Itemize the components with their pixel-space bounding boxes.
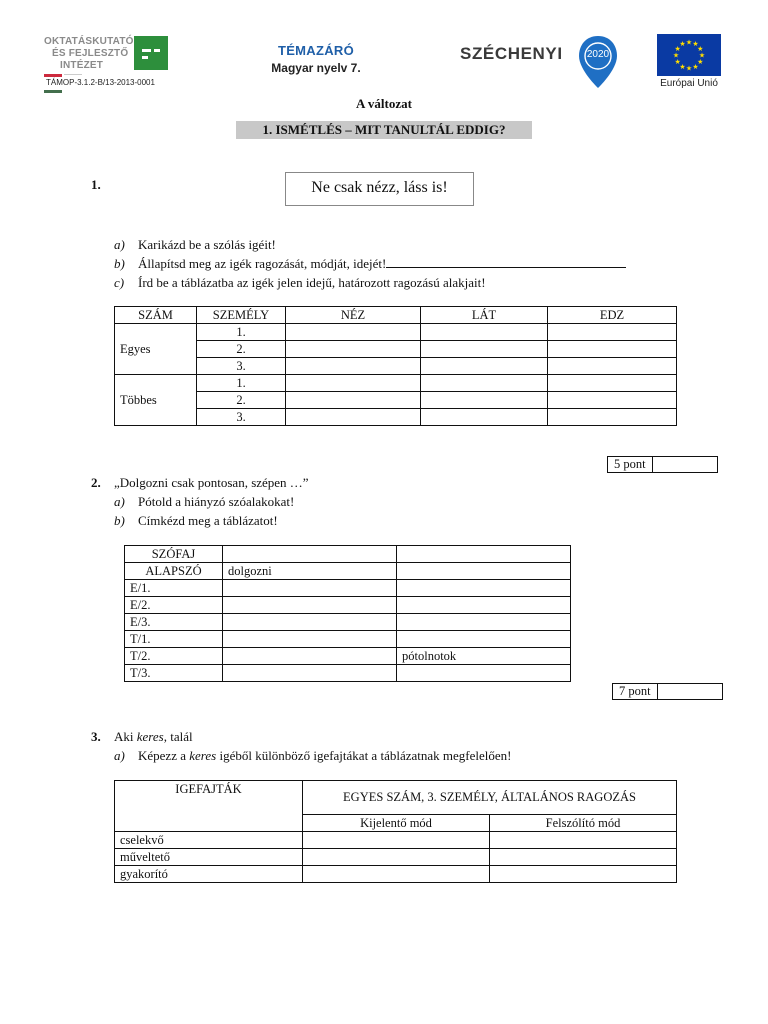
szechenyi-2020-logo: [458, 34, 624, 90]
person-cell: 2.: [197, 341, 286, 358]
answer-cell[interactable]: [286, 358, 421, 375]
ofi-line-3: INTÉZET: [60, 60, 104, 71]
answer-cell[interactable]: [548, 358, 677, 375]
eu-star-icon: ★: [679, 40, 686, 49]
answer-cell[interactable]: [490, 832, 677, 849]
title-emphasis: keres: [136, 729, 164, 744]
task-1-score-box: [607, 456, 718, 473]
answer-cell[interactable]: [397, 546, 571, 563]
table-row: [115, 409, 677, 426]
task-3-title: [114, 729, 193, 745]
item-letter: b): [114, 256, 125, 271]
task-2-item-a: [114, 494, 294, 510]
task-2-table: [124, 545, 571, 682]
table-row: [125, 665, 571, 682]
answer-cell[interactable]: [223, 614, 397, 631]
answer-blank-line[interactable]: [386, 256, 626, 268]
eu-flag-icon: [657, 34, 721, 76]
answer-cell[interactable]: [397, 597, 571, 614]
eu-star-icon: ★: [692, 40, 699, 49]
eu-star-icon: ★: [674, 58, 681, 66]
eu-star-icon: ★: [685, 64, 693, 73]
answer-cell[interactable]: [421, 375, 548, 392]
answer-cell[interactable]: [548, 392, 677, 409]
eu-star-icon: ★: [697, 45, 704, 53]
header-cell: EDZ: [548, 307, 677, 324]
group-header-cell: EGYES SZÁM, 3. SZEMÉLY, ÁLTALÁNOS RAGOZÁS: [303, 781, 677, 815]
item-letter: c): [114, 275, 125, 290]
answer-cell[interactable]: [397, 580, 571, 597]
answer-cell[interactable]: [286, 409, 421, 426]
table-row: [125, 563, 571, 580]
answer-cell[interactable]: [223, 665, 397, 682]
answer-cell[interactable]: [421, 409, 548, 426]
header-cell: SZÁM: [115, 307, 197, 324]
answer-cell[interactable]: [286, 324, 421, 341]
task-2-score-box: [612, 683, 723, 700]
table-header-row: [115, 307, 677, 324]
answer-cell[interactable]: [286, 341, 421, 358]
task-3-number: 3.: [91, 729, 101, 744]
eu-star-icon: ★: [674, 45, 681, 53]
answer-cell[interactable]: [548, 375, 677, 392]
szechenyi-wordmark: SZÉCHENYI: [460, 44, 563, 63]
given-word-cell: dolgozni: [223, 563, 397, 580]
answer-cell[interactable]: [303, 849, 490, 866]
score-label: 7 pont: [613, 684, 658, 699]
table-row: [125, 597, 571, 614]
task-2-number: 2.: [91, 475, 101, 490]
answer-cell[interactable]: [286, 375, 421, 392]
task-3-table: [114, 780, 677, 883]
item-letter: a): [114, 494, 125, 509]
item-text: Képezz a: [138, 748, 190, 763]
answer-cell[interactable]: [397, 563, 571, 580]
ofi-line-2: ÉS FEJLESZTŐ: [52, 48, 129, 59]
ofi-logo: [44, 36, 170, 90]
variant-heading: A változat: [356, 96, 412, 111]
header-cell: LÁT: [421, 307, 548, 324]
eu-star-icon: ★: [692, 62, 699, 71]
ofi-line-1: OKTATÁSKUTATÓ: [44, 36, 134, 47]
task-2-item-b: [114, 513, 278, 529]
row-label-cell: E/1.: [125, 580, 223, 597]
eu-star-icon: ★: [685, 38, 693, 47]
table-row: [125, 614, 571, 631]
eu-label: Európai Unió: [660, 78, 718, 89]
row-label-cell: műveltető: [115, 849, 303, 866]
score-label: 5 pont: [608, 457, 653, 472]
table-row: [115, 324, 677, 341]
eu-star-icon: ★: [672, 51, 680, 60]
document-subtitle: Magyar nyelv 7.: [271, 61, 361, 75]
row-label-cell: E/2.: [125, 597, 223, 614]
item-letter: a): [114, 748, 125, 763]
person-cell: 1.: [197, 375, 286, 392]
table-row: [125, 580, 571, 597]
header-cell: IGEFAJTÁK: [115, 781, 303, 832]
table-row: [115, 392, 677, 409]
title-text: Aki: [114, 729, 137, 744]
item-text: Pótold a hiányzó szóalakokat!: [138, 494, 295, 509]
table-row: [115, 341, 677, 358]
answer-cell[interactable]: [421, 324, 548, 341]
answer-cell[interactable]: [303, 832, 490, 849]
task-1-item-b: [114, 256, 626, 272]
answer-cell[interactable]: [286, 392, 421, 409]
given-word-cell: pótolnotok: [397, 648, 571, 665]
row-label-cell: T/2.: [125, 648, 223, 665]
item-text: Címkézd meg a táblázatot!: [138, 513, 278, 528]
map-pin-icon: [576, 34, 620, 90]
person-cell: 1.: [197, 324, 286, 341]
person-cell: 3.: [197, 409, 286, 426]
task-1-item-c: [114, 275, 486, 291]
table-header-row: [115, 781, 677, 815]
sub-header-cell: Felszólító mód: [490, 815, 677, 832]
answer-cell[interactable]: [397, 614, 571, 631]
table-row: [125, 631, 571, 648]
answer-cell[interactable]: [490, 866, 677, 883]
hungarian-flag-stripe-icon: [44, 74, 102, 77]
task-1-number: 1.: [91, 177, 101, 192]
task-1-prompt: Ne csak nézz, láss is!: [285, 172, 474, 206]
answer-cell[interactable]: [303, 866, 490, 883]
answer-cell[interactable]: [223, 597, 397, 614]
task-1-item-a: [114, 237, 276, 253]
row-label-cell: T/1.: [125, 631, 223, 648]
task-2-quote: „Dolgozni csak pontosan, szépen …”: [114, 475, 309, 490]
eu-star-icon: ★: [698, 51, 706, 60]
ofi-green-mark-icon: [134, 36, 168, 70]
document-title: TÉMAZÁRÓ: [277, 43, 355, 58]
section-title: 1. ISMÉTLÉS – MIT TANULTÁL EDDIG?: [236, 121, 532, 139]
item-text: Írd be a táblázatba az igék jelen idejű, határozott ragozású alakjait!: [138, 275, 486, 290]
score-field[interactable]: [658, 684, 722, 699]
answer-cell[interactable]: [490, 849, 677, 866]
header-cell: SZEMÉLY: [197, 307, 286, 324]
answer-cell[interactable]: [223, 648, 397, 665]
task-3-item-a: [114, 748, 511, 764]
answer-cell[interactable]: [421, 341, 548, 358]
answer-cell[interactable]: [397, 631, 571, 648]
table-row: [125, 546, 571, 563]
sub-header-cell: Kijelentő mód: [303, 815, 490, 832]
answer-cell[interactable]: [421, 358, 548, 375]
table-row: [115, 849, 677, 866]
person-cell: 3.: [197, 358, 286, 375]
answer-cell[interactable]: [548, 324, 677, 341]
header-cell: NÉZ: [286, 307, 421, 324]
table-row: [115, 375, 677, 392]
eu-star-icon: ★: [679, 62, 686, 71]
answer-cell[interactable]: [421, 392, 548, 409]
answer-cell[interactable]: [548, 341, 677, 358]
number-group-cell: Többes: [115, 375, 197, 426]
item-emphasis: keres: [189, 748, 217, 763]
table-row: [125, 648, 571, 665]
answer-cell[interactable]: [223, 580, 397, 597]
number-group-cell: Egyes: [115, 324, 197, 375]
table-row: [115, 832, 677, 849]
item-text: Állapítsd meg az igék ragozását, módját, idejét!: [138, 256, 387, 271]
row-label-cell: T/3.: [125, 665, 223, 682]
person-cell: 2.: [197, 392, 286, 409]
eu-star-icon: ★: [697, 58, 704, 66]
table-row: [115, 358, 677, 375]
item-letter: b): [114, 513, 125, 528]
item-text: Karikázd be a szólás igéit!: [138, 237, 276, 252]
answer-cell[interactable]: [223, 546, 397, 563]
answer-cell[interactable]: [397, 665, 571, 682]
title-text: , talál: [163, 729, 193, 744]
answer-cell[interactable]: [548, 409, 677, 426]
row-label-cell: ALAPSZÓ: [125, 563, 223, 580]
score-field[interactable]: [653, 457, 717, 472]
row-label-cell: SZÓFAJ: [125, 546, 223, 563]
table-row: [115, 866, 677, 883]
row-label-cell: gyakorító: [115, 866, 303, 883]
task-1-table: [114, 306, 677, 426]
row-label-cell: E/3.: [125, 614, 223, 631]
item-text: igéből különböző igefajtákat a táblázatnak megfelelően!: [216, 748, 512, 763]
project-code: TÁMOP-3.1.2-B/13-2013-0001: [46, 78, 155, 87]
item-letter: a): [114, 237, 125, 252]
row-label-cell: cselekvő: [115, 832, 303, 849]
szechenyi-year: 2020: [586, 49, 610, 60]
answer-cell[interactable]: [223, 631, 397, 648]
